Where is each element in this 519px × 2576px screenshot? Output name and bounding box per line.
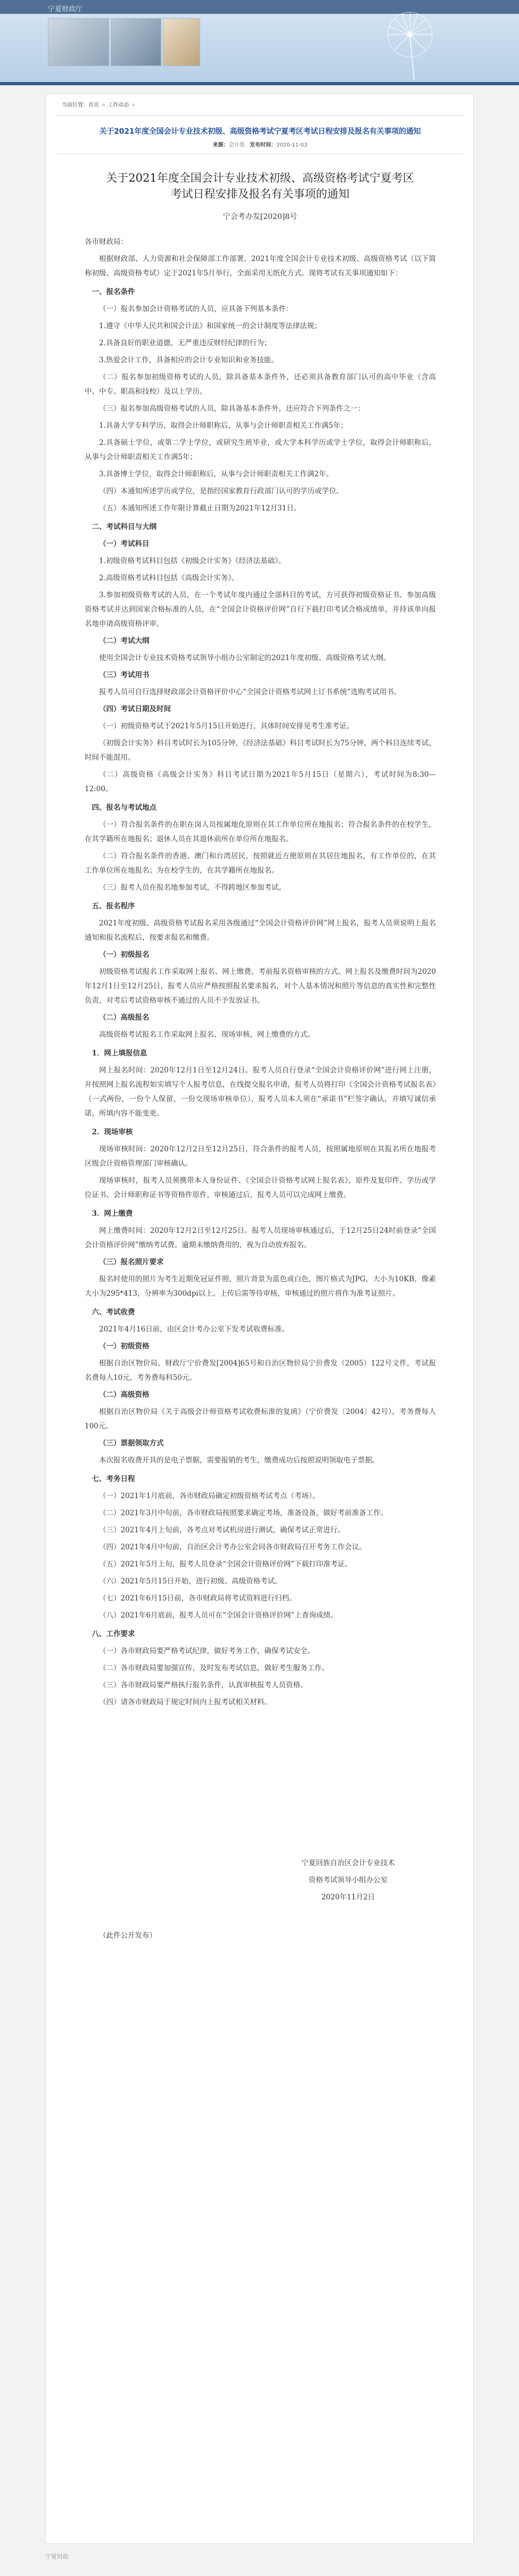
section-heading: 1．网上填报信息 bbox=[92, 1049, 147, 1058]
paragraph: 1.具备大学专科学历，取得会计师职称后，从事与会计师职责相关工作满5年； bbox=[99, 421, 348, 430]
paragraph: （三）报考人员在报名地参加考试，不得跨地区参加考试。 bbox=[99, 883, 286, 892]
date-label: 发布时间： bbox=[250, 142, 277, 148]
section-heading: （四）考试日期及时间 bbox=[99, 705, 171, 713]
date-value: 2020-11-03 bbox=[276, 142, 308, 148]
section-heading: 七、考务日程 bbox=[92, 1475, 135, 1483]
divider bbox=[56, 153, 464, 154]
spacer bbox=[85, 1907, 436, 1929]
paragraph: 本次报名收费开具的是电子票据，需要报销的考生，缴费成功后按照说明领取电子票据。 bbox=[99, 1456, 380, 1465]
section-heading: 3．网上缴费 bbox=[92, 1209, 133, 1218]
publication-note: （此件公开发布） bbox=[99, 1931, 156, 1940]
paragraph: （四）请各市财政局于规定时间内上报考试相关材料。 bbox=[99, 1698, 271, 1707]
paragraph: （二）符合报名条件的香港、澳门和台湾居民，按照就近方便原则在其居住地报名，有工作单位的，在其工作单位所在地报名；为在校学生的，在其学籍所在地报名。 bbox=[85, 852, 436, 875]
paragraph: 《初级会计实务》科目考试时长为105分钟，《经济法基础》科目考试时长为75分钟，两个科目连续考试，时间不能混用。 bbox=[85, 739, 436, 762]
source-value: 会计处 bbox=[228, 142, 245, 148]
paragraph: （三）各市财政局要严格执行报名条件，认真审核报考人员资格。 bbox=[99, 1681, 308, 1689]
paragraph: （三）报名参加高级资格考试的人员，除具备基本条件外，还应符合下列条件之一： bbox=[99, 404, 365, 413]
document-title bbox=[78, 170, 442, 202]
paragraph: （四）本通知所述学历或学位，是指经国家教育行政部门认可的学历或学位。 bbox=[99, 487, 343, 495]
dandelion-icon bbox=[367, 5, 452, 80]
divider bbox=[56, 115, 464, 116]
breadcrumb-section[interactable]: 工作动态 bbox=[108, 102, 129, 108]
signature-line1: 宁夏回族自治区会计专业技术 bbox=[301, 1859, 395, 1867]
document-title-line: 考试日程安排及报名有关事项的通知 bbox=[170, 188, 350, 200]
paragraph: 使用全国会计专业技术资格考试领导小组办公室制定的2021年度初级、高级资格考试大纲。 bbox=[99, 654, 391, 662]
paragraph: （二）各市财政局要加强宣传，及时发布考试信息，做好考生服务工作。 bbox=[99, 1664, 329, 1672]
section-heading: 二、考试科目与大纲 bbox=[92, 523, 156, 531]
section-heading: （一）初级资格 bbox=[99, 1342, 150, 1351]
paragraph: 2.具备良好的职业道德，无严重违反财经纪律的行为； bbox=[99, 339, 271, 347]
section-heading: 一、报名条件 bbox=[92, 288, 135, 296]
paragraph: 2021年4月16日前，由区会计考办公室下发考试收费标准。 bbox=[99, 1325, 290, 1334]
banner-photo bbox=[48, 18, 109, 66]
section-heading: （三）票据领取方式 bbox=[99, 1439, 164, 1448]
paragraph: 3.具备博士学位，取得会计师职称后，从事与会计师职责相关工作满2年。 bbox=[99, 470, 333, 478]
paragraph: （三）2021年4月上旬前，各考点对考试机房进行测试，确保考试正常进行。 bbox=[99, 1526, 345, 1534]
paragraph: 网上报名时间：2020年12月1日至12月24日。报考人员自行登录“全国会计资格评价网”进行网上注册，并按照网上报名流程如实填写个人报考信息，在线提交报名申请，报考人员将打印《全国会计资格考试报名表》（一式两份，一份个人保留，一份交现场审核单位），报考人员本人须在“承诺书”栏签字确认，并填写诚信承诺，所填内容不能变更。 bbox=[85, 1066, 436, 1118]
site-banner bbox=[0, 0, 519, 85]
paragraph: 初级资格考试报名工作采取网上报名、网上缴费、考前报名资格审核的方式。网上报名及缴费时间为2020年12月1日至12月25日，报考人员应严格按照报名要求报名，对个人基本情况和照片等信息的真实性和完整性负责，对考后考试资格审核不通过的人员不予发放证书。 bbox=[85, 968, 436, 1005]
document-number: 宁会考办发[2020]8号 bbox=[223, 213, 298, 221]
section-heading: 八、工作要求 bbox=[92, 1630, 135, 1638]
paragraph: （一）报名参加会计资格考试的人员，应具备下列基本条件： bbox=[99, 305, 293, 313]
breadcrumb-label: 当前位置： bbox=[62, 102, 88, 108]
paragraph: 根据自治区物价局、财政厅宁价费发[2004]65号和自治区物价局宁价费发（2005）122号文件，考试报名费每人10元，考务费每科50元。 bbox=[85, 1359, 436, 1382]
source-label: 来源： bbox=[212, 142, 229, 148]
paragraph: 根据自治区物价局《关于高级会计师资格考试收费标准的复函》（宁价费发〔2004〕42号），考务费每人100元。 bbox=[85, 1408, 436, 1431]
paragraph: （四）2021年4月中旬前，自治区会计考办公室会同各市财政局召开考务工作会议。 bbox=[99, 1543, 366, 1551]
paragraph: 报名时使用的照片为考生近期免冠证件照，照片背景为蓝色或白色，图片格式为JPG，大小为10KB，像素大小为295*413，分辨率为300dpi以上。上传后需等待审核，审核通过的照片将作为准考证照片。 bbox=[85, 1275, 436, 1298]
breadcrumb-separator: > bbox=[131, 102, 136, 108]
signature-line2: 资格考试领导小组办公室 bbox=[308, 1876, 388, 1884]
section-heading: （一）初级报名 bbox=[99, 950, 150, 959]
watermark-text: 宁夏财政 bbox=[45, 2553, 69, 2560]
section-heading: （一）考试科目 bbox=[99, 540, 150, 548]
paragraph: （八）2021年6月底前，报考人员可在“全国会计资格评价网”上查询成绩。 bbox=[99, 1611, 338, 1620]
paragraph: （一）符合报名条件的在职在岗人员按属地化原则在其工作单位所在地报名；符合报名条件的在校学生，在其学籍所在地报名；退休人员在其退休前所在单位所在地报名。 bbox=[85, 820, 436, 843]
document-body bbox=[85, 235, 436, 1946]
paragraph: 各市财政局： bbox=[85, 238, 128, 246]
breadcrumb-separator: > bbox=[101, 102, 106, 108]
section-heading: （二）考试大纲 bbox=[99, 637, 150, 645]
paragraph: （五）2021年5月上旬，报考人员登录“全国会计资格评价网”下载打印准考证。 bbox=[99, 1560, 352, 1569]
paragraph: （二）2021年3月中旬前，各市财政局按照要求确定考场，准备设备，做好考前准备工作。 bbox=[99, 1509, 388, 1517]
article-container bbox=[45, 93, 474, 2544]
paragraph: 现场审核时，报考人员须携带本人身份证件、《全国会计资格考试网上报名表》、原件及复印件、学历或学位证书、会计师职称证书等资格件原件，审核通过后，报考人员可以完成网上缴费。 bbox=[85, 1176, 436, 1199]
paragraph: 2.具备硕士学位，或第二学士学位，或研究生班毕业，或大学本科学历或学士学位，取得会计师职称后，从事与会计师职责相关工作满5年； bbox=[85, 438, 436, 461]
paragraph: 报考人员可自行选择财政部会计资格评价中心“全国会计资格考试网上订书系统”选购考试用书。 bbox=[99, 688, 401, 696]
banner-photo bbox=[111, 18, 161, 66]
banner-bottom-line bbox=[0, 82, 519, 85]
paragraph: 1.遵守《中华人民共和国会计法》和国家统一的会计制度等法律法规； bbox=[99, 322, 322, 330]
paragraph: 3.热爱会计工作，具备相应的会计专业知识和业务技能。 bbox=[99, 356, 278, 364]
spacer bbox=[85, 1712, 436, 1856]
section-heading: 六、考试收费 bbox=[92, 1308, 135, 1317]
section-heading: 2．现场审核 bbox=[92, 1128, 133, 1136]
section-heading: （二）高级报名 bbox=[99, 1013, 150, 1022]
paragraph: （五）本通知所述工作年限计算截止日期为2021年12月31日。 bbox=[99, 504, 301, 513]
site-name[interactable]: 宁夏财政厅 bbox=[48, 5, 83, 13]
section-heading: （二）高级资格 bbox=[99, 1391, 150, 1399]
paragraph: 3.参加初级资格考试的人员，在一个考试年度内通过全部科目的考试，方可获得初级资格证书。参加高级资格考试并达到国家合格标准的人员，在“全国会计资格评价网”自行下载打印考试合格成绩单，并持该单向报名地申请高级资格评审。 bbox=[85, 591, 436, 628]
paragraph: 2.高级资格考试科目包括《高级会计实务》。 bbox=[99, 574, 239, 582]
paragraph: （二）报名参加初级资格考试的人员，除具备基本条件外，还必须具备教育部门认可的高中毕业（含高中、中专、职高和技校）及以上学历。 bbox=[85, 373, 436, 396]
section-heading: 四、报名与考试地点 bbox=[92, 803, 156, 812]
paragraph: （一）初级资格考试于2021年5月15日开始进行，具体时间安排见考生准考证。 bbox=[99, 722, 354, 730]
paragraph: 1.初级资格考试科目包括《初级会计实务》《经济法基础》。 bbox=[99, 557, 286, 565]
signature-date: 2020年11月2日 bbox=[321, 1893, 375, 1901]
paragraph: （一）2021年1月底前，各市财政局确定初级资格考试考点（考场）。 bbox=[99, 1492, 320, 1500]
paragraph: （一）各市财政局要严格考试纪律，做好考务工作，确保考试安全。 bbox=[99, 1647, 315, 1655]
paragraph: （二）高级资格《高级会计实务》科目考试日期为2021年5月15日（星期六），考试时间为8:30—12:00。 bbox=[85, 770, 436, 793]
section-heading: （三）报名照片要求 bbox=[99, 1258, 164, 1266]
breadcrumb-home[interactable]: 首页 bbox=[88, 102, 99, 108]
paragraph: 网上缴费时间：2020年12月2日至12月25日。报考人员现场审核通过后，于12月25日24时前登录“全国会计资格评价网”缴纳考试费。逾期未缴纳费用的，视为自动放弃报名。 bbox=[85, 1226, 436, 1249]
section-heading: 五、报名程序 bbox=[92, 902, 135, 911]
paragraph: 高级资格考试报名工作采取网上报名、现场审核、网上缴费的方式。 bbox=[99, 1030, 315, 1039]
paragraph: 2021年度初级、高级资格考试报名采用各级通过“全国会计资格评价网”网上报名，报考人员须说明上报名通知和报名流程后，按要求报名和缴费。 bbox=[85, 919, 436, 942]
article-meta bbox=[46, 140, 474, 148]
section-heading: （三）考试用书 bbox=[99, 671, 150, 679]
paragraph: （七）2021年6月15日前，各市财政局将考试资料进行归档。 bbox=[99, 1594, 296, 1603]
document-title-line: 关于2021年度全国会计专业技术初级、高级资格考试宁夏考区 bbox=[106, 172, 414, 184]
banner-photo bbox=[163, 18, 200, 66]
paragraph: （六）2021年5月15日开始，进行初级、高级资格考试。 bbox=[99, 1577, 282, 1586]
breadcrumb bbox=[62, 100, 138, 108]
paragraph: 根据财政部、人力资源和社会保障部工作部署，2021年度全国会计专业技术初级、高级资格考试（以下简称初级、高级资格考试）定于2021年5月举行，全面采用无纸化方式。现将考试有关事项通知如下： bbox=[85, 255, 436, 278]
paragraph: 现场审核时间：2020年12月2日至12月25日，符合条件的报考人员，按照属地原则在其报名所在地报考区级会计资格管理部门审核确认。 bbox=[85, 1145, 436, 1168]
article-title: 关于2021年度全国会计专业技术初级、高级资格考试宁夏考区考试日程安排及报名有关事项的通知 bbox=[99, 127, 421, 136]
